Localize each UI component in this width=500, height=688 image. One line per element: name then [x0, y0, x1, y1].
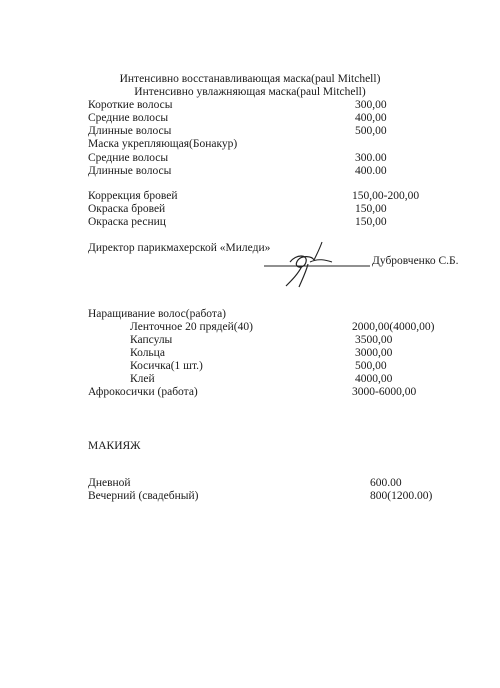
extension-item-price: 2000,00(4000,00): [352, 321, 435, 333]
bonacure-item-label: Длинные волосы: [88, 165, 172, 177]
mask-item-label: Длинные волосы: [88, 125, 172, 137]
mask-item-price: 300,00: [355, 99, 387, 111]
brow-item-price: 150,00: [355, 216, 387, 228]
makeup-item-label: Дневной: [88, 477, 131, 489]
extensions-title: Наращивание волос(работа): [88, 308, 227, 320]
extension-item-label: Капсулы: [130, 334, 173, 346]
extension-item-price: 500,00: [355, 360, 387, 372]
brow-item-price: 150,00-200,00: [352, 190, 420, 202]
extension-item-price: 3000,00: [355, 347, 393, 359]
bonacure-item-price: 400.00: [355, 165, 387, 177]
bonacure-item-label: Средние волосы: [88, 152, 169, 164]
extension-item-label: Косичка(1 шт.): [130, 360, 203, 372]
afro-label: Афрокосички (работа): [88, 386, 198, 398]
signature-image: [262, 240, 372, 290]
extension-item-label: Кольца: [130, 347, 165, 359]
brow-item-label: Окраска бровей: [88, 203, 166, 215]
makeup-item-price: 600.00: [370, 477, 402, 489]
makeup-item-price: 800(1200.00): [370, 490, 433, 502]
mask-item-label: Средние волосы: [88, 112, 169, 124]
extension-item-label: Ленточное 20 прядей(40): [130, 321, 253, 333]
makeup-item-label: Вечерний (свадебный): [88, 490, 199, 502]
makeup-title: МАКИЯЖ: [88, 440, 141, 452]
director-name: Дубровченко С.Б.: [372, 255, 459, 267]
brow-item-label: Окраска ресниц: [88, 216, 166, 228]
bonacure-item-price: 300.00: [355, 152, 387, 164]
bonacure-title: Маска укрепляющая(Бонакур): [88, 138, 238, 150]
mask-item-label: Короткие волосы: [88, 99, 173, 111]
extension-item-price: 4000,00: [355, 373, 393, 385]
header-line-1: Интенсивно восстанавливающая маска(paul Mitchell): [119, 73, 381, 85]
afro-price: 3000-6000,00: [352, 386, 417, 398]
extension-item-label: Клей: [130, 373, 155, 385]
mask-item-price: 400,00: [355, 112, 387, 124]
director-title: Директор парикмахерской «Миледи»: [88, 242, 271, 254]
mask-item-price: 500,00: [355, 125, 387, 137]
brow-item-label: Коррекция бровей: [88, 190, 178, 202]
extension-item-price: 3500,00: [355, 334, 393, 346]
brow-item-price: 150,00: [355, 203, 387, 215]
header-line-2: Интенсивно увлажняющая маска(paul Mitchell): [134, 86, 366, 98]
